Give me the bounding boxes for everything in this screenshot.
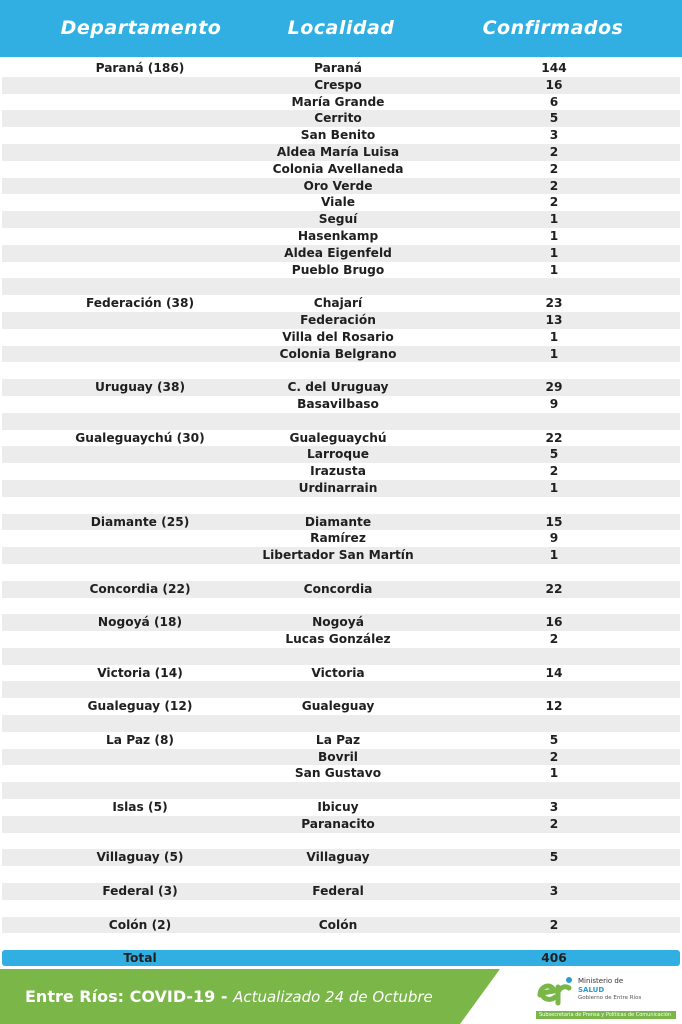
confirmados-cell: 16	[545, 77, 563, 92]
localidad-cell: Nogoyá	[312, 615, 364, 630]
logo-line3: Gobierno de Entre Ríos	[578, 995, 642, 1001]
table-row	[2, 681, 680, 698]
confirmados-cell: 1	[549, 480, 559, 495]
localidad-cell: Ibicuy	[317, 800, 359, 815]
confirmados-cell: 2	[549, 178, 559, 193]
localidad-cell: Colonia Belgrano	[279, 346, 397, 361]
localidad-cell: Gualeguaychú	[289, 430, 387, 445]
table-row	[2, 245, 680, 262]
departamento-cell: Federación (38)	[85, 296, 195, 311]
localidad-cell: Pueblo Brugo	[291, 262, 385, 277]
table-row	[2, 648, 680, 665]
header-localidad: Localidad	[287, 17, 395, 39]
localidad-cell: Colón	[318, 917, 358, 932]
departamento-cell: Diamante (25)	[90, 514, 190, 529]
localidad-cell: Federal	[312, 884, 364, 899]
table-row	[2, 60, 680, 77]
localidad-cell: Paraná	[314, 61, 362, 75]
departamento-cell: Islas (5)	[112, 800, 168, 815]
localidad-cell: Larroque	[306, 447, 370, 462]
table-row	[2, 312, 680, 329]
table-row	[2, 362, 680, 379]
table-row	[2, 329, 680, 346]
localidad-cell: Villaguay	[306, 850, 370, 865]
table-row	[2, 799, 680, 816]
table-row	[2, 564, 680, 581]
localidad-cell: Colonia Avellaneda	[272, 161, 404, 176]
logo-line2: SALUD	[578, 986, 605, 994]
table-row	[2, 833, 680, 850]
confirmados-cell: 2	[549, 195, 559, 210]
table-row	[2, 917, 680, 934]
table-row	[2, 446, 680, 463]
er-ministerio-salud-logo-icon	[536, 975, 574, 1009]
localidad-cell: Aldea Eigenfeld	[284, 245, 392, 260]
total-row	[2, 950, 680, 966]
confirmados-cell: 5	[549, 111, 559, 126]
departamento-cell: Colón (2)	[108, 917, 172, 932]
table-row	[2, 144, 680, 161]
departamento-cell: Villaguay (5)	[96, 850, 184, 865]
table-row	[2, 295, 680, 312]
localidad-cell: La Paz	[315, 732, 361, 747]
confirmados-cell: 2	[549, 632, 559, 647]
table-row	[2, 698, 680, 715]
localidad-cell: Gualeguay	[301, 699, 375, 714]
table-row	[2, 497, 680, 514]
logo-strip: Subsecretaría de Prensa y Políticas de Comunicación	[536, 1011, 676, 1019]
confirmados-cell: 1	[549, 766, 559, 781]
departamento-cell: Concordia (22)	[89, 581, 191, 596]
confirmados-cell: 5	[549, 732, 559, 747]
confirmados-cell: 13	[545, 312, 563, 327]
localidad-cell: Viale	[320, 195, 356, 210]
confirmados-cell: 23	[545, 296, 563, 311]
confirmados-cell: 3	[549, 800, 559, 815]
departamento-cell: Victoria (14)	[97, 665, 183, 680]
table-row	[2, 631, 680, 648]
confirmados-cell: 1	[549, 212, 559, 227]
table-row	[2, 178, 680, 195]
localidad-cell: Basavilbaso	[297, 396, 379, 411]
confirmados-cell: 9	[549, 531, 559, 546]
table-row	[2, 614, 680, 631]
table-row	[2, 933, 680, 950]
localidad-cell: San Gustavo	[294, 766, 382, 781]
table-row	[2, 765, 680, 782]
table-row	[2, 211, 680, 228]
confirmados-cell: 2	[549, 161, 559, 176]
localidad-cell: Hasenkamp	[297, 228, 379, 243]
localidad-cell: María Grande	[291, 94, 385, 109]
table-row	[2, 379, 680, 396]
localidad-cell: Cerrito	[314, 111, 362, 126]
table-row	[2, 278, 680, 295]
localidad-cell: Victoria	[311, 665, 365, 680]
confirmados-cell: 3	[549, 128, 559, 143]
confirmados-cell: 9	[549, 396, 559, 411]
localidad-cell: Lucas González	[285, 632, 391, 647]
table-row	[2, 94, 680, 111]
confirmados-cell: 6	[549, 94, 559, 109]
table-row	[2, 849, 680, 866]
footer-title	[25, 969, 433, 1024]
table-row	[2, 262, 680, 279]
localidad-cell: Chajarí	[313, 296, 363, 311]
localidad-cell: Bovril	[318, 749, 358, 764]
confirmados-cell: 1	[549, 245, 559, 260]
confirmados-cell: 144	[541, 61, 567, 75]
footer-title-main: Entre Ríos: COVID-19 -	[25, 987, 234, 1006]
confirmados-cell: 3	[549, 884, 559, 899]
logo-line1: Ministerio de	[578, 977, 624, 985]
confirmados-cell: 22	[545, 430, 563, 445]
table-header	[0, 0, 682, 57]
confirmados-cell: 16	[545, 615, 563, 630]
confirmados-cell: 14	[545, 665, 563, 680]
confirmados-cell: 1	[549, 548, 559, 563]
departamento-cell: Gualeguaychú (30)	[75, 430, 205, 445]
confirmados-cell: 2	[549, 749, 559, 764]
confirmados-cell: 22	[545, 581, 563, 596]
localidad-cell: Federación	[300, 312, 376, 327]
confirmados-cell: 2	[549, 464, 559, 479]
localidad-cell: San Benito	[300, 128, 376, 143]
table-row	[2, 581, 680, 598]
footer-updated: Actualizado 24 de Octubre	[233, 988, 433, 1006]
table-row	[2, 547, 680, 564]
table-row	[2, 732, 680, 749]
table-row	[2, 194, 680, 211]
table-row	[2, 77, 680, 94]
header-departamento: Departamento	[60, 17, 222, 39]
confirmados-cell: 15	[545, 514, 563, 529]
table-row	[2, 480, 680, 497]
confirmados-cell: 1	[549, 228, 559, 243]
total-label: Total	[123, 951, 157, 965]
table-row	[2, 900, 680, 917]
table-row	[2, 530, 680, 547]
localidad-cell: C. del Uruguay	[287, 380, 389, 395]
localidad-cell: Urdinarrain	[298, 480, 378, 495]
departamento-cell: La Paz (8)	[105, 732, 175, 747]
localidad-cell: Oro Verde	[303, 178, 373, 193]
table-row	[2, 665, 680, 682]
table-row	[2, 598, 680, 615]
cases-table	[2, 60, 680, 950]
departamento-cell: Uruguay (38)	[94, 380, 186, 395]
confirmados-cell: 2	[549, 917, 559, 932]
confirmados-cell: 12	[545, 699, 563, 714]
localidad-cell: Concordia	[303, 581, 373, 596]
table-row	[2, 430, 680, 447]
confirmados-cell: 1	[549, 346, 559, 361]
localidad-cell: Paranacito	[301, 816, 375, 831]
ministerio-salud-logo	[536, 975, 676, 1019]
total-value: 406	[541, 951, 567, 965]
confirmados-cell: 5	[549, 447, 559, 462]
localidad-cell: Irazusta	[310, 464, 366, 479]
footer	[0, 969, 682, 1024]
confirmados-cell: 2	[549, 816, 559, 831]
table-row	[2, 782, 680, 799]
localidad-cell: Crespo	[314, 77, 362, 92]
table-row	[2, 749, 680, 766]
header-confirmados: Confirmados	[482, 17, 624, 39]
table-row	[2, 396, 680, 413]
table-row	[2, 127, 680, 144]
table-row	[2, 161, 680, 178]
confirmados-cell: 1	[549, 262, 559, 277]
table-row	[2, 413, 680, 430]
localidad-cell: Ramírez	[310, 531, 366, 546]
confirmados-cell: 29	[545, 380, 563, 395]
departamento-cell: Gualeguay (12)	[87, 699, 193, 714]
table-row	[2, 228, 680, 245]
localidad-cell: Seguí	[318, 212, 358, 227]
localidad-cell: Libertador San Martín	[262, 548, 414, 563]
table-row	[2, 346, 680, 363]
confirmados-cell: 1	[549, 329, 559, 344]
localidad-cell: Diamante	[304, 514, 372, 529]
confirmados-cell: 5	[549, 850, 559, 865]
confirmados-cell: 2	[549, 144, 559, 159]
table-row	[2, 514, 680, 531]
table-row	[2, 883, 680, 900]
table-row	[2, 866, 680, 883]
departamento-cell: Federal (3)	[102, 884, 178, 899]
table-row	[2, 816, 680, 833]
table-row	[2, 463, 680, 480]
localidad-cell: Villa del Rosario	[282, 329, 394, 344]
table-row	[2, 715, 680, 732]
table-row	[2, 110, 680, 127]
localidad-cell: Aldea María Luisa	[276, 144, 400, 159]
departamento-cell: Paraná (186)	[95, 61, 185, 75]
departamento-cell: Nogoyá (18)	[97, 615, 183, 630]
